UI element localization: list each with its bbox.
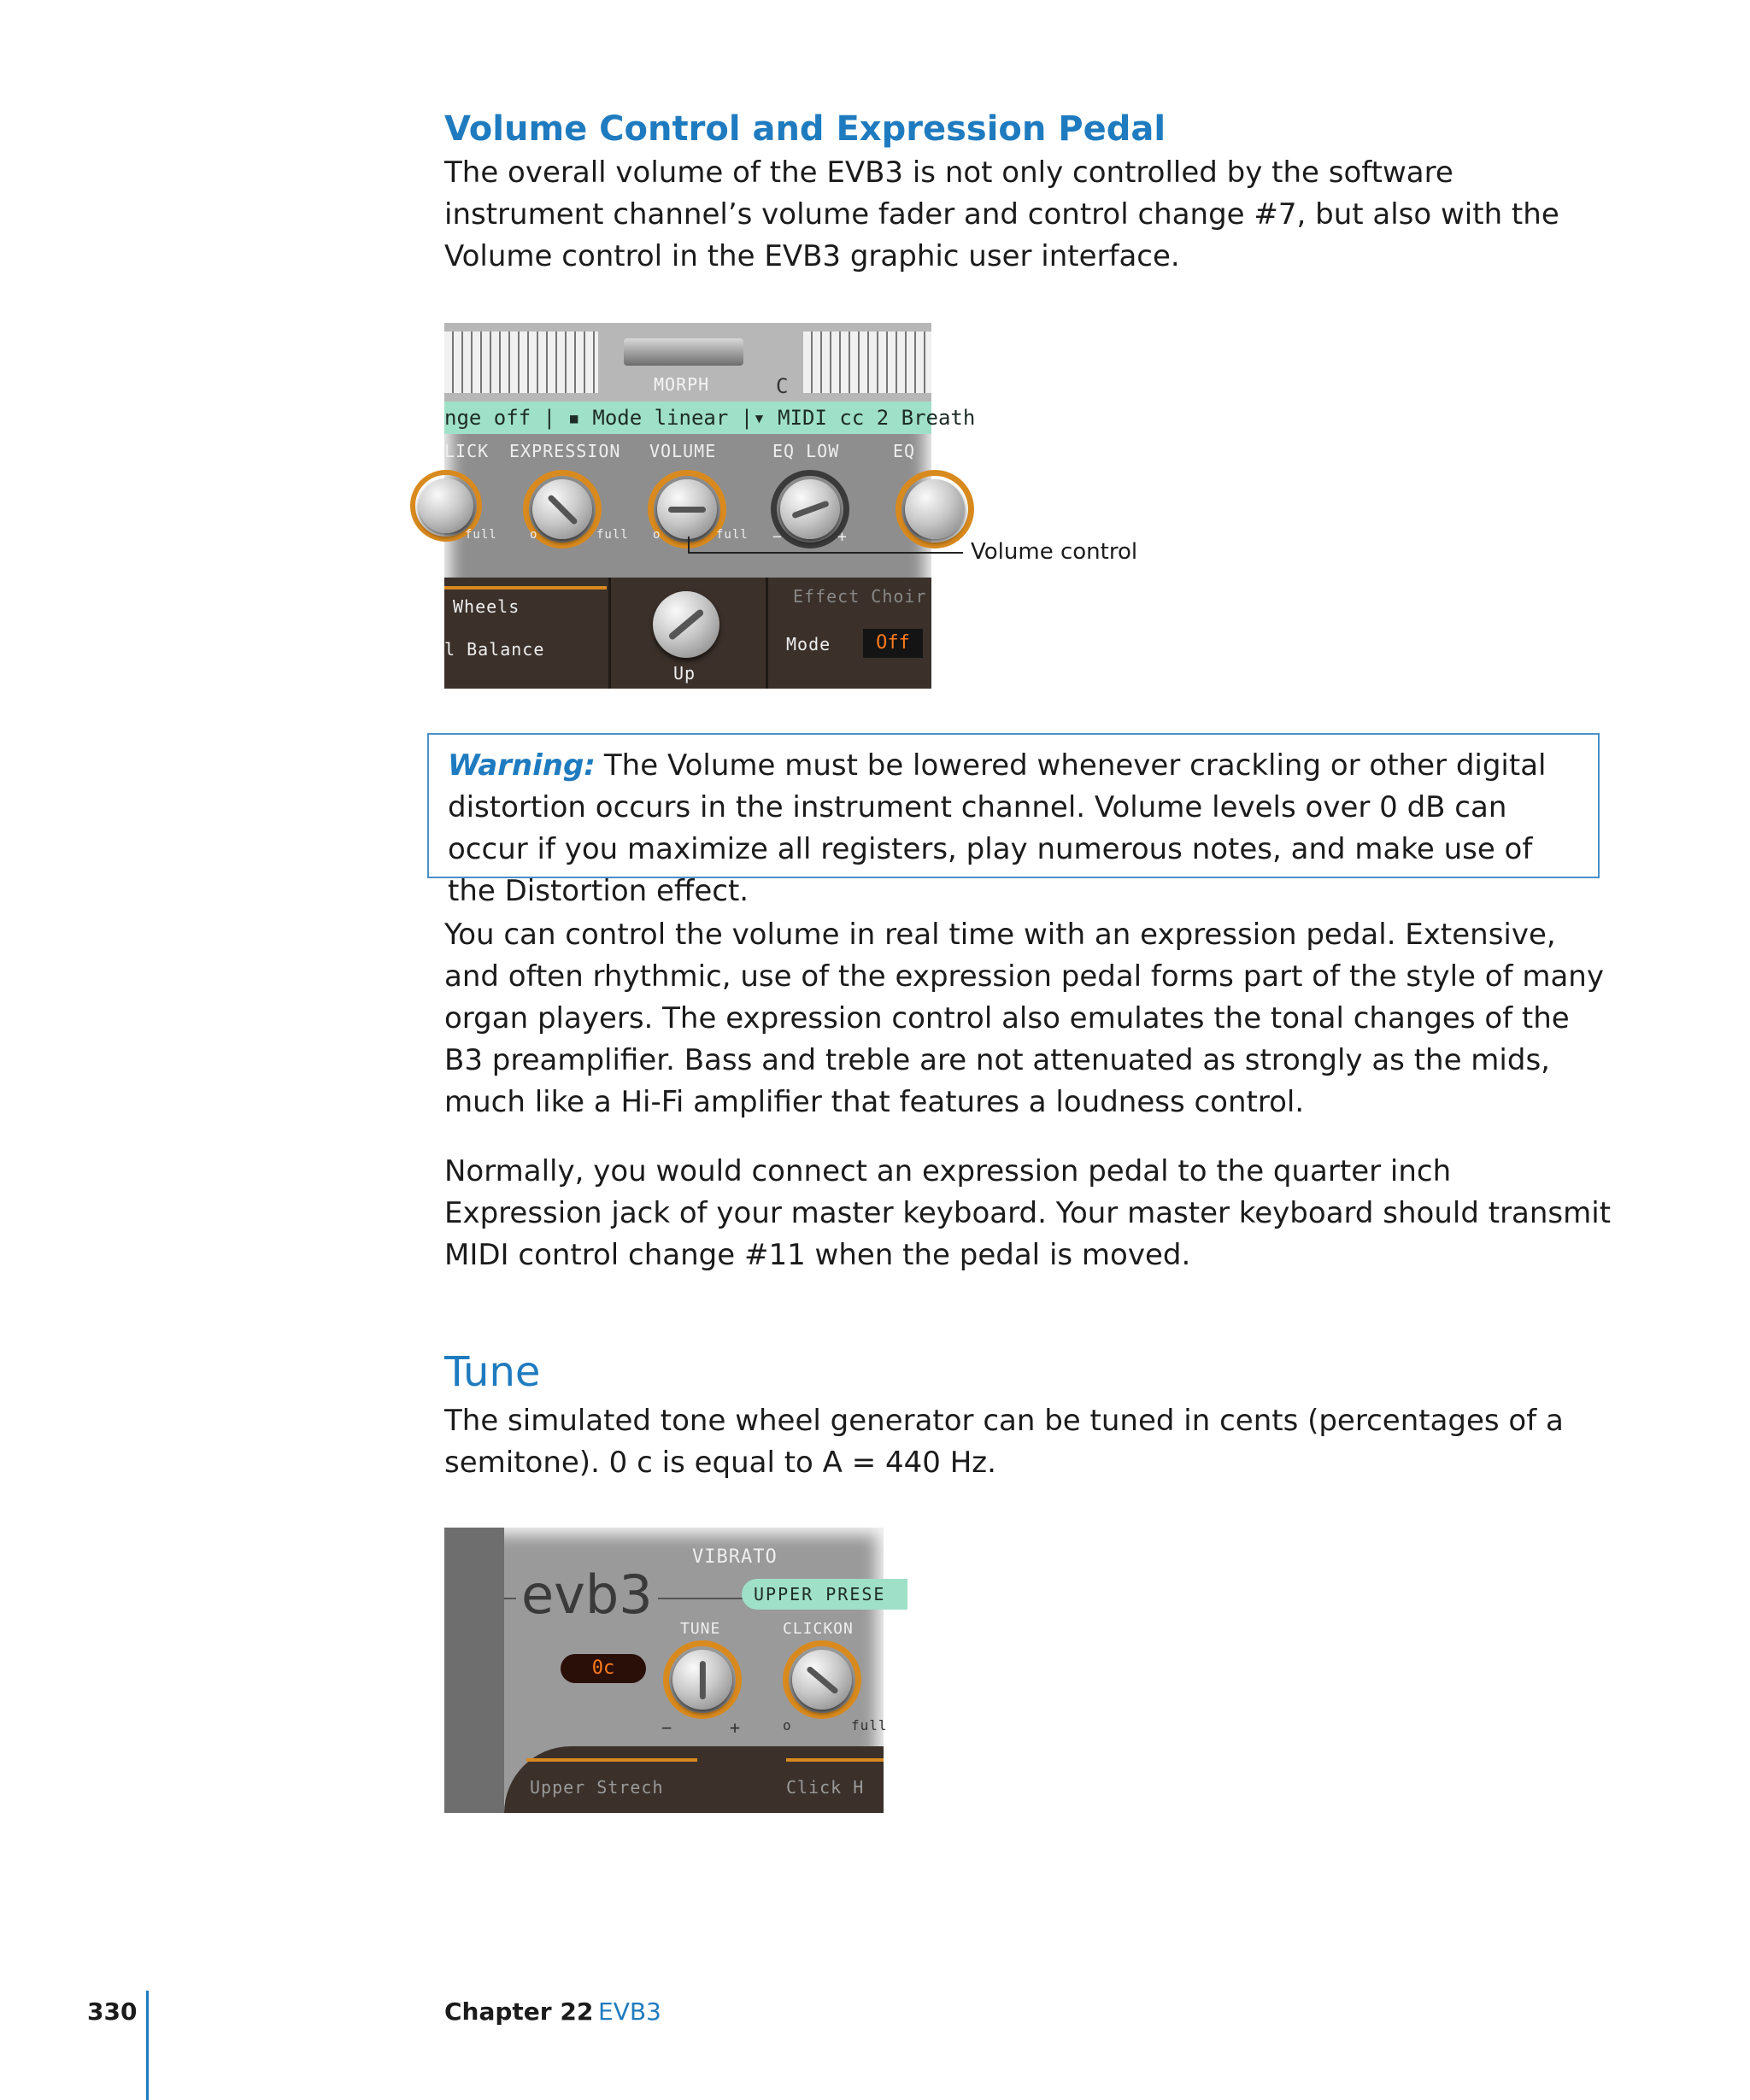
up-knob[interactable] — [653, 591, 719, 658]
morph-label: MORPH — [654, 374, 710, 395]
click-label: Click H — [786, 1777, 865, 1798]
drawbar-strip — [444, 323, 931, 402]
scale-full-2: full — [596, 528, 629, 542]
label-eq: EQ — [893, 441, 916, 461]
paragraph-expression-jack: Normally, you would connect an expression pedal to the quarter inch Expression jack of your master keyboard. Your master keyboard should transmit MIDI control change #11 when the pedal is moved. — [444, 1154, 1612, 1272]
clickon-label: CLICKON — [783, 1620, 854, 1638]
volume-control-callout: Volume control — [971, 539, 1138, 565]
tune-value-display: 0c — [561, 1654, 646, 1683]
warning-text-block — [448, 745, 1584, 912]
label-click: LICK — [444, 441, 490, 461]
effect-label: Effect Choir — [793, 586, 927, 607]
footer-chapter: Chapter 22 — [444, 1997, 594, 2026]
page-number: 330 — [87, 1997, 138, 2026]
preset-display[interactable]: UPPER PRESE — [742, 1579, 907, 1610]
warning-label: Warning: — [448, 748, 596, 783]
section-title-volume: Volume Control and Expression Pedal — [444, 109, 1166, 149]
mode-value-display[interactable]: Off — [863, 629, 923, 658]
scale-full-1: full — [465, 528, 497, 542]
figure-volume-panel — [444, 323, 976, 689]
tune-minus: − — [661, 1717, 673, 1738]
scale-full-3: full — [716, 528, 749, 542]
up-label: Up — [673, 663, 696, 683]
morph-slider[interactable] — [624, 338, 743, 366]
drawbar-keys-left — [444, 331, 598, 393]
evb3-logo: evb3 — [516, 1563, 658, 1626]
tune-label: TUNE — [680, 1620, 721, 1638]
label-volume: VOLUME — [649, 441, 717, 461]
wheels-label: Wheels — [453, 596, 520, 617]
warning-text: The Volume must be lowered whenever crackling or other digital distortion occurs in the instrument channel. Volume levels over 0 dB can occur if you maximize all registers, play numerous notes, and make use of the Distortion effect. — [448, 748, 1547, 908]
balance-label: l Balance — [444, 639, 545, 660]
tune-knob[interactable] — [663, 1640, 742, 1719]
mode-label: Mode — [786, 634, 831, 654]
footer-rule — [146, 1991, 149, 2100]
upper-stretch-label: Upper Strech — [530, 1777, 664, 1798]
tune-plus: + — [730, 1717, 742, 1738]
label-eq-low: EQ LOW — [772, 441, 840, 461]
vibrato-label: VIBRATO — [692, 1546, 778, 1568]
upper-stretch-bar — [526, 1758, 697, 1762]
label-expression: EXPRESSION — [509, 441, 621, 461]
lower-divider — [608, 578, 611, 689]
scale-minus: − — [772, 528, 783, 546]
footer-chapter-title: EVB3 — [598, 1997, 661, 2026]
callout-line-horizontal — [688, 552, 963, 554]
clickon-knob[interactable] — [783, 1640, 861, 1719]
lower-panel — [444, 578, 931, 689]
scale-plus: + — [837, 528, 848, 546]
clickon-o: o — [783, 1717, 792, 1733]
warning-box — [427, 733, 1600, 908]
tune-panel-left-edge — [444, 1528, 504, 1813]
midi-lcd: nge off | ▪ Mode linear |▾ MIDI cc 2 Breath — [444, 402, 931, 434]
figure-tune-panel — [444, 1528, 888, 1813]
drawbar-keys-right — [803, 331, 931, 393]
eq-knob[interactable] — [896, 470, 974, 548]
tune-lower-panel — [504, 1746, 884, 1813]
clickon-full: full — [851, 1717, 888, 1733]
section-intro-tune: The simulated tone wheel generator can be tuned in cents (percentages of a semitone). 0 c is equal to A = 440 Hz. — [444, 1404, 1564, 1480]
section-intro-volume: The overall volume of the EVB3 is not only controlled by the software instrument channel’s volume fader and control change #7, but also with the Volume control in the EVB3 graphic user interface. — [444, 155, 1559, 273]
scale-o-2: o — [653, 528, 661, 542]
wheels-slider-bar — [444, 586, 607, 590]
tab-c-label: C — [776, 374, 790, 398]
paragraph-expression-pedal: You can control the volume in real time with an expression pedal. Extensive, and often rhythmic, use of the expression pedal forms part of the style of many organ players. The expression control also emulates the tonal changes of the B3 preamplifier. Bass and treble are not attenuated as strongly as the mids, much like a Hi-Fi amplifier that features a loudness control. — [444, 918, 1604, 1119]
scale-o-1: o — [530, 528, 538, 542]
lower-divider-2 — [766, 578, 768, 689]
click-bar — [786, 1758, 884, 1762]
callout-line-vertical — [688, 537, 690, 552]
section-title-tune: Tune — [444, 1348, 541, 1396]
